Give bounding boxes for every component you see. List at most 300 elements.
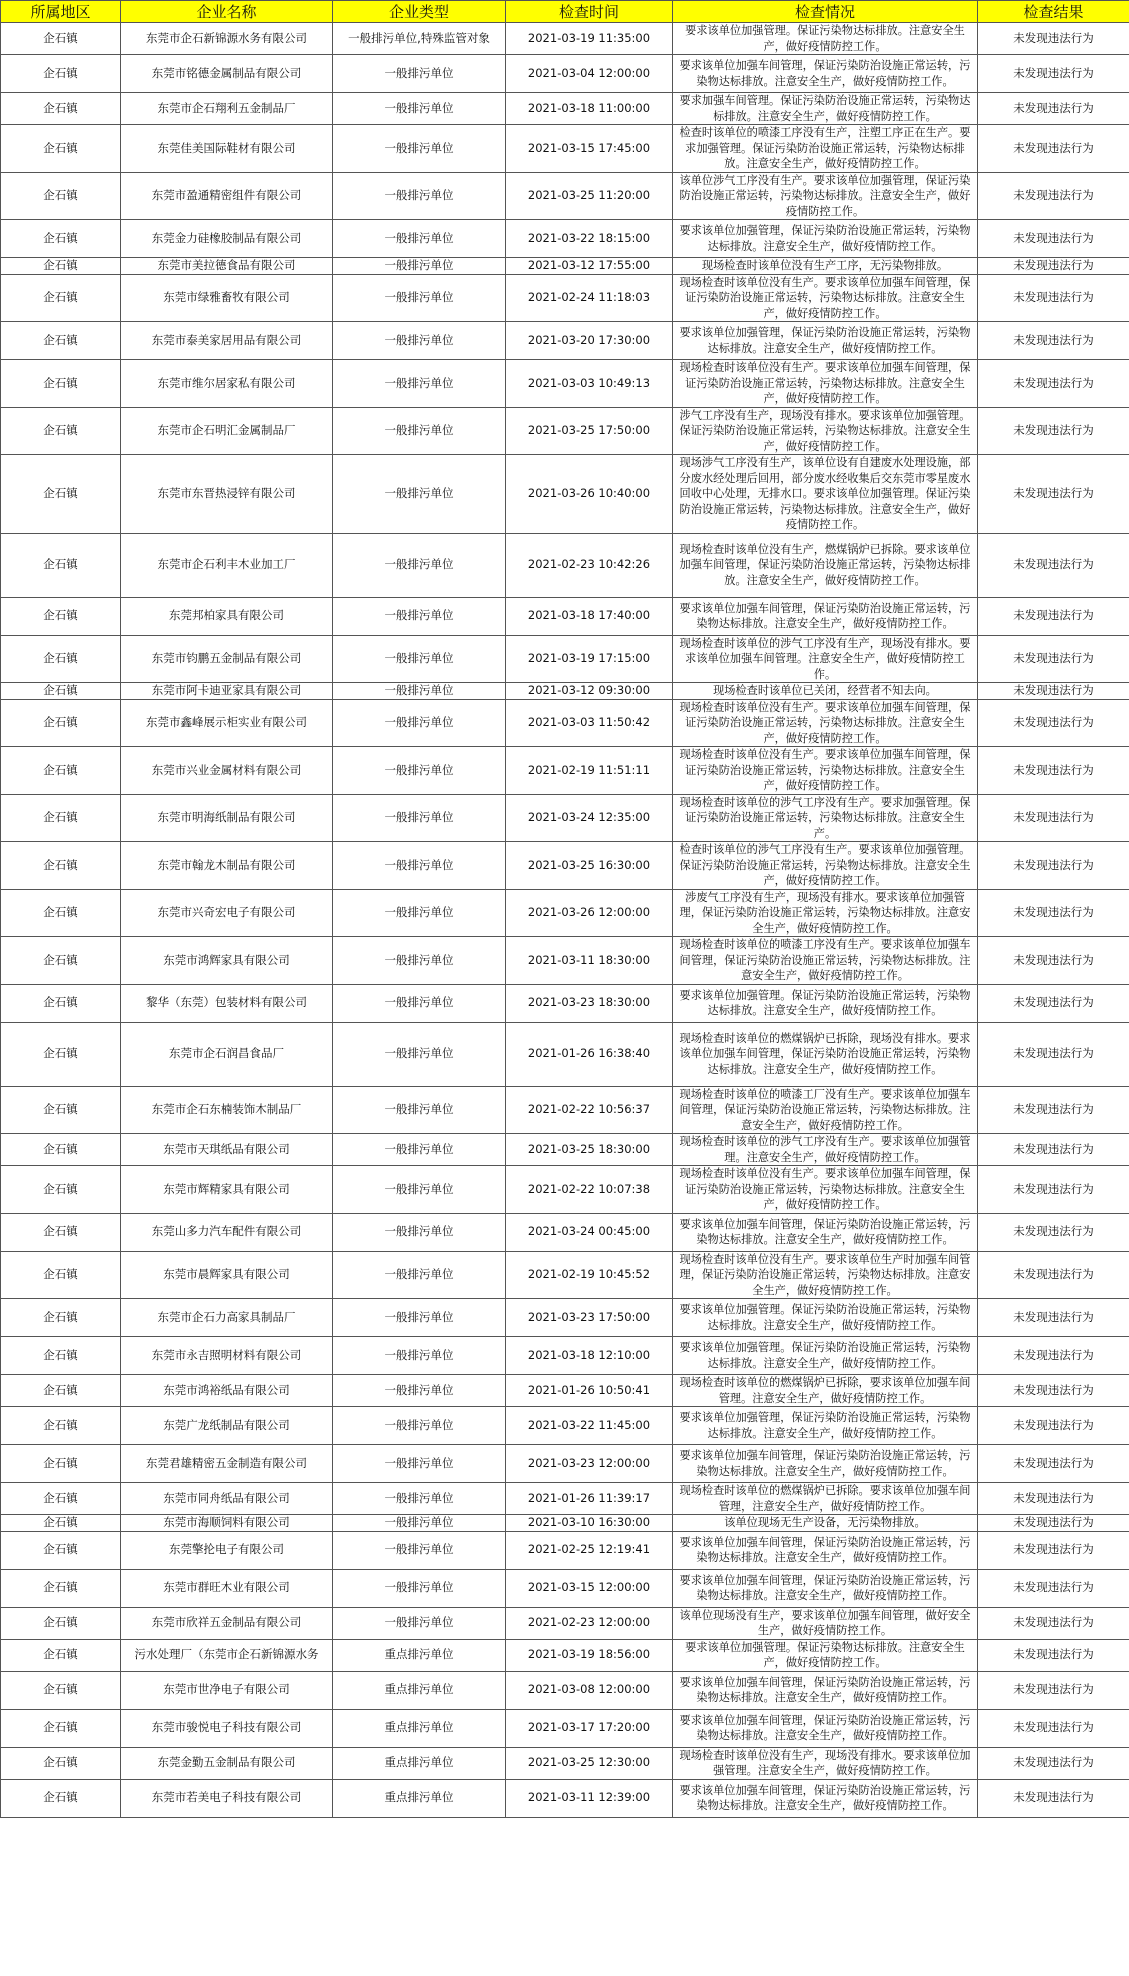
cell-company: 东莞广龙纸制品有限公司	[121, 1407, 333, 1445]
cell-result: 未发现违法行为	[978, 1709, 1129, 1747]
cell-result: 未发现违法行为	[978, 683, 1129, 700]
cell-result: 未发现违法行为	[978, 455, 1129, 534]
table-row	[1, 683, 1129, 700]
cell-type: 一般排污单位	[333, 125, 506, 173]
cell-time: 2021-03-20 17:30:00	[506, 322, 673, 360]
cell-situation: 要求该单位加强管理。保证污染物达标排放。注意安全生产，做好疫情防控工作。	[673, 1639, 978, 1671]
cell-result: 未发现违法行为	[978, 1407, 1129, 1445]
cell-company: 黎华（东莞）包装材料有限公司	[121, 984, 333, 1022]
cell-type: 重点排污单位	[333, 1671, 506, 1709]
cell-time: 2021-01-26 10:50:41	[506, 1375, 673, 1407]
cell-company: 东莞市鑫峰展示柜实业有限公司	[121, 699, 333, 747]
cell-company: 东莞市铭德金属制品有限公司	[121, 55, 333, 93]
cell-result: 未发现违法行为	[978, 1671, 1129, 1709]
cell-situation: 现场检查时该单位的燃煤锅炉已拆除，现场没有排水。要求该单位加强车间管理，保证污染防治设施正常运转，污染物达标排放。注意安全生产，做好疫情防控工作。	[673, 1022, 978, 1086]
cell-result: 未发现违法行为	[978, 1639, 1129, 1671]
cell-region: 企石镇	[1, 1515, 121, 1532]
cell-situation: 要求加强车间管理。保证污染防治设施正常运转，污染物达标排放。注意安全生产，做好疫情防控工作。	[673, 93, 978, 125]
cell-result: 未发现违法行为	[978, 1337, 1129, 1375]
cell-situation: 现场涉气工序没有生产，该单位设有自建废水处理设施，部分废水经处理后回用，部分废水经收集后交东莞市零星废水回收中心处理，无排水口。要求该单位加强管理。保证污染防治设施正常运转，污染物达标排放。注意安全生产，做好疫情防控工作。	[673, 455, 978, 534]
cell-region: 企石镇	[1, 1483, 121, 1515]
cell-type: 一般排污单位	[333, 937, 506, 985]
cell-situation: 现场检查时该单位的喷漆工厂没有生产。要求该单位加强车间管理，保证污染防治设施正常运转，污染物达标排放。注意安全生产，做好疫情防控工作。	[673, 1086, 978, 1134]
cell-result: 未发现违法行为	[978, 55, 1129, 93]
table-row	[1, 1709, 1129, 1747]
cell-type: 一般排污单位	[333, 597, 506, 635]
cell-type: 一般排污单位	[333, 533, 506, 597]
cell-result: 未发现违法行为	[978, 889, 1129, 937]
cell-region: 企石镇	[1, 407, 121, 455]
cell-situation: 现场检查时该单位的涉气工序没有生产。要求该单位加强管理。注意安全生产，做好疫情防控工作。	[673, 1134, 978, 1166]
cell-situation: 该单位涉气工序没有生产。要求该单位加强管理，保证污染防治设施正常运转，污染物达标排放。注意安全生产，做好疫情防控工作。	[673, 172, 978, 220]
cell-time: 2021-03-11 18:30:00	[506, 937, 673, 985]
header-time: 检查时间	[506, 1, 673, 23]
cell-result: 未发现违法行为	[978, 597, 1129, 635]
cell-type: 一般排污单位	[333, 1166, 506, 1214]
header-result: 检查结果	[978, 1, 1129, 23]
cell-type: 一般排污单位	[333, 220, 506, 258]
cell-company: 东莞市绿雅畜牧有限公司	[121, 274, 333, 322]
cell-company: 东莞市世净电子有限公司	[121, 1671, 333, 1709]
table-row	[1, 274, 1129, 322]
cell-region: 企石镇	[1, 172, 121, 220]
cell-situation: 现场检查时该单位的燃煤锅炉已拆除，要求该单位加强车间管理。注意安全生产，做好疫情防控工作。	[673, 1375, 978, 1407]
cell-region: 企石镇	[1, 747, 121, 795]
cell-time: 2021-03-15 12:00:00	[506, 1569, 673, 1607]
cell-result: 未发现违法行为	[978, 1299, 1129, 1337]
cell-region: 企石镇	[1, 23, 121, 55]
table-row	[1, 1671, 1129, 1709]
header-situation: 检查情况	[673, 1, 978, 23]
cell-region: 企石镇	[1, 322, 121, 360]
cell-region: 企石镇	[1, 984, 121, 1022]
table-row	[1, 533, 1129, 597]
cell-situation: 要求该单位加强管理。保证污染防治设施正常运转，污染物达标排放。注意安全生产，做好疫情防控工作。	[673, 1299, 978, 1337]
cell-time: 2021-03-23 12:00:00	[506, 1445, 673, 1483]
cell-situation: 现场检查时该单位已关闭，经营者不知去向。	[673, 683, 978, 700]
cell-situation: 检查时该单位的涉气工序没有生产。要求该单位加强管理。保证污染防治设施正常运转，污染物达标排放。注意安全生产，做好疫情防控工作。	[673, 842, 978, 890]
table-row	[1, 172, 1129, 220]
cell-result: 未发现违法行为	[978, 747, 1129, 795]
cell-type: 重点排污单位	[333, 1639, 506, 1671]
cell-company: 东莞君雄精密五金制造有限公司	[121, 1445, 333, 1483]
header-region: 所属地区	[1, 1, 121, 23]
cell-type: 一般排污单位	[333, 1251, 506, 1299]
cell-region: 企石镇	[1, 1445, 121, 1483]
cell-time: 2021-03-22 11:45:00	[506, 1407, 673, 1445]
table-row	[1, 1445, 1129, 1483]
cell-type: 一般排污单位,特殊监管对象	[333, 23, 506, 55]
cell-type: 一般排污单位	[333, 1337, 506, 1375]
cell-company: 东莞山多力汽车配件有限公司	[121, 1213, 333, 1251]
cell-company: 东莞市兴业金属材料有限公司	[121, 747, 333, 795]
cell-situation: 现场检查时该单位没有生产。要求该单位加强车间管理，保证污染防治设施正常运转，污染物达标排放。注意安全生产，做好疫情防控工作。	[673, 1166, 978, 1214]
cell-situation: 现场检查时该单位的燃煤锅炉已拆除。要求该单位加强车间管理，注意安全生产，做好疫情防控工作。	[673, 1483, 978, 1515]
cell-result: 未发现违法行为	[978, 984, 1129, 1022]
cell-type: 一般排污单位	[333, 683, 506, 700]
cell-company: 东莞市维尔居家私有限公司	[121, 360, 333, 408]
cell-result: 未发现违法行为	[978, 1022, 1129, 1086]
cell-time: 2021-03-10 16:30:00	[506, 1515, 673, 1532]
table-row	[1, 360, 1129, 408]
cell-time: 2021-02-22 10:07:38	[506, 1166, 673, 1214]
cell-type: 一般排污单位	[333, 1407, 506, 1445]
cell-result: 未发现违法行为	[978, 93, 1129, 125]
cell-region: 企石镇	[1, 1166, 121, 1214]
cell-result: 未发现违法行为	[978, 1251, 1129, 1299]
cell-situation: 现场检查时该单位没有生产工序，无污染物排放。	[673, 258, 978, 275]
cell-region: 企石镇	[1, 220, 121, 258]
table-row	[1, 1134, 1129, 1166]
cell-region: 企石镇	[1, 360, 121, 408]
cell-type: 一般排污单位	[333, 1299, 506, 1337]
cell-result: 未发现违法行为	[978, 1445, 1129, 1483]
cell-company: 东莞市企石力高家具制品厂	[121, 1299, 333, 1337]
cell-company: 东莞市欣祥五金制品有限公司	[121, 1607, 333, 1639]
table-row	[1, 842, 1129, 890]
cell-company: 东莞市盈通精密组件有限公司	[121, 172, 333, 220]
table-row	[1, 1337, 1129, 1375]
cell-result: 未发现违法行为	[978, 1607, 1129, 1639]
cell-time: 2021-03-19 11:35:00	[506, 23, 673, 55]
cell-time: 2021-02-25 12:19:41	[506, 1531, 673, 1569]
cell-region: 企石镇	[1, 1375, 121, 1407]
cell-time: 2021-01-26 16:38:40	[506, 1022, 673, 1086]
table-row	[1, 747, 1129, 795]
cell-type: 一般排污单位	[333, 1213, 506, 1251]
cell-region: 企石镇	[1, 1747, 121, 1779]
cell-region: 企石镇	[1, 1213, 121, 1251]
cell-type: 一般排污单位	[333, 1022, 506, 1086]
cell-company: 东莞擎抡电子有限公司	[121, 1531, 333, 1569]
cell-result: 未发现违法行为	[978, 1779, 1129, 1817]
cell-situation: 涉气工序没有生产，现场没有排水。要求该单位加强管理。保证污染防治设施正常运转，污染物达标排放。注意安全生产，做好疫情防控工作。	[673, 407, 978, 455]
table-row	[1, 984, 1129, 1022]
table-row	[1, 23, 1129, 55]
cell-situation: 现场检查时该单位没有生产。要求该单位生产时加强车间管理，保证污染防治设施正常运转，污染物达标排放。注意安全生产，做好疫情防控工作。	[673, 1251, 978, 1299]
cell-region: 企石镇	[1, 1086, 121, 1134]
cell-region: 企石镇	[1, 1134, 121, 1166]
cell-situation: 要求该单位加强车间管理，保证污染防治设施正常运转，污染物达标排放。注意安全生产，做好疫情防控工作。	[673, 597, 978, 635]
cell-time: 2021-03-23 17:50:00	[506, 1299, 673, 1337]
cell-company: 东莞市晨辉家具有限公司	[121, 1251, 333, 1299]
cell-time: 2021-02-19 10:45:52	[506, 1251, 673, 1299]
cell-result: 未发现违法行为	[978, 1134, 1129, 1166]
cell-company: 东莞市永吉照明材料有限公司	[121, 1337, 333, 1375]
cell-time: 2021-03-17 17:20:00	[506, 1709, 673, 1747]
cell-time: 2021-03-25 11:20:00	[506, 172, 673, 220]
cell-situation: 现场检查时该单位的涉气工序没有生产，现场没有排水。要求该单位加强车间管理。注意安全生产，做好疫情防控工作。	[673, 635, 978, 683]
cell-region: 企石镇	[1, 889, 121, 937]
cell-type: 重点排污单位	[333, 1747, 506, 1779]
cell-situation: 要求该单位加强车间管理，保证污染防治设施正常运转，污染物达标排放。注意安全生产，做好疫情防控工作。	[673, 1709, 978, 1747]
table-row	[1, 1515, 1129, 1532]
cell-region: 企石镇	[1, 1022, 121, 1086]
cell-result: 未发现违法行为	[978, 125, 1129, 173]
cell-time: 2021-03-19 18:56:00	[506, 1639, 673, 1671]
cell-type: 一般排污单位	[333, 1375, 506, 1407]
table-row	[1, 1299, 1129, 1337]
cell-type: 一般排污单位	[333, 1607, 506, 1639]
cell-situation: 检查时该单位的喷漆工序没有生产，注塑工序正在生产。要求加强管理。保证污染防治设施正常运转，污染物达标排放。注意安全生产，做好疫情防控工作。	[673, 125, 978, 173]
cell-time: 2021-03-12 17:55:00	[506, 258, 673, 275]
cell-type: 一般排污单位	[333, 55, 506, 93]
cell-situation: 现场检查时该单位没有生产。要求该单位加强车间管理，保证污染防治设施正常运转，污染物达标排放。注意安全生产，做好疫情防控工作。	[673, 747, 978, 795]
cell-company: 东莞市同舟纸品有限公司	[121, 1483, 333, 1515]
cell-region: 企石镇	[1, 55, 121, 93]
cell-time: 2021-03-24 12:35:00	[506, 794, 673, 842]
cell-region: 企石镇	[1, 1531, 121, 1569]
cell-region: 企石镇	[1, 683, 121, 700]
cell-result: 未发现违法行为	[978, 533, 1129, 597]
cell-situation: 要求该单位加强车间管理，保证污染防治设施正常运转，污染物达标排放。注意安全生产，做好疫情防控工作。	[673, 1779, 978, 1817]
cell-company: 东莞市海顺饲料有限公司	[121, 1515, 333, 1532]
table-row	[1, 1779, 1129, 1817]
cell-type: 一般排污单位	[333, 172, 506, 220]
cell-result: 未发现违法行为	[978, 407, 1129, 455]
cell-region: 企石镇	[1, 1407, 121, 1445]
cell-company: 污水处理厂（东莞市企石新锦源水务	[121, 1639, 333, 1671]
cell-result: 未发现违法行为	[978, 1086, 1129, 1134]
cell-situation: 现场检查时该单位没有生产。要求该单位加强车间管理，保证污染防治设施正常运转，污染物达标排放。注意安全生产，做好疫情防控工作。	[673, 360, 978, 408]
table-row	[1, 1639, 1129, 1671]
cell-situation: 现场检查时该单位的涉气工序没有生产。要求加强管理。保证污染防治设施正常运转，污染物达标排放。注意安全生产。	[673, 794, 978, 842]
cell-time: 2021-02-24 11:18:03	[506, 274, 673, 322]
cell-company: 东莞市群旺木业有限公司	[121, 1569, 333, 1607]
cell-region: 企石镇	[1, 274, 121, 322]
table-row	[1, 1166, 1129, 1214]
cell-region: 企石镇	[1, 93, 121, 125]
table-row	[1, 1022, 1129, 1086]
table-row	[1, 258, 1129, 275]
cell-situation: 要求该单位加强管理，保证污染防治设施正常运转，污染物达标排放。注意安全生产，做好疫情防控工作。	[673, 220, 978, 258]
cell-situation: 要求该单位加强车间管理，保证污染防治设施正常运转，污染物达标排放。注意安全生产，做好疫情防控工作。	[673, 1445, 978, 1483]
cell-result: 未发现违法行为	[978, 699, 1129, 747]
cell-time: 2021-03-22 18:15:00	[506, 220, 673, 258]
cell-time: 2021-03-26 12:00:00	[506, 889, 673, 937]
table-row	[1, 322, 1129, 360]
cell-time: 2021-03-18 11:00:00	[506, 93, 673, 125]
cell-company: 东莞市明海纸制品有限公司	[121, 794, 333, 842]
cell-type: 一般排污单位	[333, 1515, 506, 1532]
cell-type: 一般排污单位	[333, 1531, 506, 1569]
table-row	[1, 1086, 1129, 1134]
cell-time: 2021-03-18 17:40:00	[506, 597, 673, 635]
cell-result: 未发现违法行为	[978, 1483, 1129, 1515]
table-row	[1, 1569, 1129, 1607]
cell-situation: 要求该单位加强管理，保证污染防治设施正常运转，污染物达标排放。注意安全生产，做好疫情防控工作。	[673, 1407, 978, 1445]
cell-result: 未发现违法行为	[978, 1531, 1129, 1569]
cell-result: 未发现违法行为	[978, 172, 1129, 220]
cell-type: 一般排污单位	[333, 274, 506, 322]
cell-type: 一般排污单位	[333, 1569, 506, 1607]
cell-region: 企石镇	[1, 1337, 121, 1375]
cell-company: 东莞市泰美家居用品有限公司	[121, 322, 333, 360]
cell-type: 一般排污单位	[333, 455, 506, 534]
table-row	[1, 55, 1129, 93]
cell-region: 企石镇	[1, 597, 121, 635]
cell-time: 2021-02-23 10:42:26	[506, 533, 673, 597]
cell-time: 2021-03-25 18:30:00	[506, 1134, 673, 1166]
cell-type: 一般排污单位	[333, 93, 506, 125]
cell-result: 未发现违法行为	[978, 220, 1129, 258]
table-row	[1, 125, 1129, 173]
cell-region: 企石镇	[1, 794, 121, 842]
cell-type: 一般排污单位	[333, 842, 506, 890]
cell-region: 企石镇	[1, 937, 121, 985]
cell-region: 企石镇	[1, 258, 121, 275]
cell-company: 东莞邦柏家具有限公司	[121, 597, 333, 635]
cell-situation: 要求该单位加强管理，保证污染防治设施正常运转，污染物达标排放。注意安全生产，做好疫情防控工作。	[673, 322, 978, 360]
cell-situation: 要求该单位加强管理。保证污染防治设施正常运转，污染物达标排放。注意安全生产，做好疫情防控工作。	[673, 984, 978, 1022]
cell-type: 重点排污单位	[333, 1709, 506, 1747]
table-row	[1, 1483, 1129, 1515]
cell-result: 未发现违法行为	[978, 1213, 1129, 1251]
cell-region: 企石镇	[1, 1299, 121, 1337]
cell-company: 东莞市企石润昌食品厂	[121, 1022, 333, 1086]
table-row	[1, 794, 1129, 842]
cell-region: 企石镇	[1, 1709, 121, 1747]
cell-situation: 要求该单位加强车间管理，保证污染防治设施正常运转，污染物达标排放。注意安全生产，做好疫情防控工作。	[673, 55, 978, 93]
header-row	[1, 1, 1129, 23]
cell-time: 2021-03-25 16:30:00	[506, 842, 673, 890]
cell-time: 2021-03-24 00:45:00	[506, 1213, 673, 1251]
cell-type: 一般排污单位	[333, 984, 506, 1022]
cell-type: 一般排污单位	[333, 1445, 506, 1483]
cell-region: 企石镇	[1, 533, 121, 597]
cell-time: 2021-03-25 12:30:00	[506, 1747, 673, 1779]
cell-company: 东莞市东晋热浸锌有限公司	[121, 455, 333, 534]
table-row	[1, 1251, 1129, 1299]
cell-company: 东莞市鸿辉家具有限公司	[121, 937, 333, 985]
cell-situation: 要求该单位加强车间管理，保证污染防治设施正常运转，污染物达标排放。注意安全生产，做好疫情防控工作。	[673, 1671, 978, 1709]
cell-situation: 现场检查时该单位没有生产。要求该单位加强车间管理，保证污染防治设施正常运转，污染物达标排放。注意安全生产，做好疫情防控工作。	[673, 699, 978, 747]
cell-region: 企石镇	[1, 699, 121, 747]
cell-region: 企石镇	[1, 125, 121, 173]
table-row	[1, 699, 1129, 747]
cell-time: 2021-03-03 10:49:13	[506, 360, 673, 408]
cell-region: 企石镇	[1, 1779, 121, 1817]
header-company: 企业名称	[121, 1, 333, 23]
cell-result: 未发现违法行为	[978, 360, 1129, 408]
header-type: 企业类型	[333, 1, 506, 23]
cell-situation: 现场检查时该单位没有生产。要求该单位加强车间管理，保证污染防治设施正常运转，污染物达标排放。注意安全生产，做好疫情防控工作。	[673, 274, 978, 322]
cell-company: 东莞市骏悦电子科技有限公司	[121, 1709, 333, 1747]
cell-time: 2021-03-12 09:30:00	[506, 683, 673, 700]
cell-company: 东莞市鸿裕纸品有限公司	[121, 1375, 333, 1407]
cell-type: 重点排污单位	[333, 1779, 506, 1817]
table-row	[1, 220, 1129, 258]
cell-type: 一般排污单位	[333, 747, 506, 795]
cell-company: 东莞佳美国际鞋材有限公司	[121, 125, 333, 173]
cell-type: 一般排污单位	[333, 407, 506, 455]
cell-result: 未发现违法行为	[978, 23, 1129, 55]
cell-result: 未发现违法行为	[978, 258, 1129, 275]
table-row	[1, 1375, 1129, 1407]
cell-time: 2021-03-04 12:00:00	[506, 55, 673, 93]
cell-time: 2021-03-03 11:50:42	[506, 699, 673, 747]
cell-type: 一般排污单位	[333, 1086, 506, 1134]
cell-situation: 现场检查时该单位没有生产，燃煤锅炉已拆除。要求该单位加强车间管理，保证污染防治设施正常运转，污染物达标排放。注意安全生产，做好疫情防控工作。	[673, 533, 978, 597]
table-row	[1, 889, 1129, 937]
cell-company: 东莞市辉精家具有限公司	[121, 1166, 333, 1214]
cell-result: 未发现违法行为	[978, 1375, 1129, 1407]
cell-result: 未发现违法行为	[978, 937, 1129, 985]
cell-time: 2021-02-22 10:56:37	[506, 1086, 673, 1134]
cell-result: 未发现违法行为	[978, 635, 1129, 683]
cell-type: 一般排污单位	[333, 635, 506, 683]
table-row	[1, 1213, 1129, 1251]
cell-company: 东莞市美拉德食品有限公司	[121, 258, 333, 275]
cell-type: 一般排污单位	[333, 258, 506, 275]
cell-region: 企石镇	[1, 1251, 121, 1299]
table-row	[1, 1531, 1129, 1569]
table-body	[1, 23, 1129, 1818]
cell-time: 2021-02-19 11:51:11	[506, 747, 673, 795]
table-row	[1, 635, 1129, 683]
cell-region: 企石镇	[1, 1671, 121, 1709]
cell-company: 东莞市企石东楠装饰木制品厂	[121, 1086, 333, 1134]
cell-situation: 现场检查时该单位没有生产，现场没有排水。要求该单位加强管理。注意安全生产，做好疫情防控工作。	[673, 1747, 978, 1779]
cell-type: 一般排污单位	[333, 1134, 506, 1166]
cell-situation: 该单位现场没有生产，要求该单位加强车间管理，做好安全生产，做好疫情防控工作。	[673, 1607, 978, 1639]
cell-company: 东莞市翰龙木制品有限公司	[121, 842, 333, 890]
cell-region: 企石镇	[1, 455, 121, 534]
table-row	[1, 597, 1129, 635]
cell-type: 一般排污单位	[333, 322, 506, 360]
cell-result: 未发现违法行为	[978, 322, 1129, 360]
cell-company: 东莞市钧鹏五金制品有限公司	[121, 635, 333, 683]
cell-company: 东莞金力硅橡胶制品有限公司	[121, 220, 333, 258]
cell-result: 未发现违法行为	[978, 1747, 1129, 1779]
cell-time: 2021-03-25 17:50:00	[506, 407, 673, 455]
cell-type: 一般排污单位	[333, 889, 506, 937]
table-row	[1, 1407, 1129, 1445]
cell-company: 东莞市若美电子科技有限公司	[121, 1779, 333, 1817]
cell-company: 东莞市阿卡迪亚家具有限公司	[121, 683, 333, 700]
cell-company: 东莞市企石利丰木业加工厂	[121, 533, 333, 597]
cell-region: 企石镇	[1, 1639, 121, 1671]
cell-situation: 要求该单位加强管理。保证污染防治设施正常运转，污染物达标排放。注意安全生产，做好疫情防控工作。	[673, 1337, 978, 1375]
cell-time: 2021-03-11 12:39:00	[506, 1779, 673, 1817]
cell-region: 企石镇	[1, 1607, 121, 1639]
table-row	[1, 407, 1129, 455]
cell-result: 未发现违法行为	[978, 1569, 1129, 1607]
cell-result: 未发现违法行为	[978, 1166, 1129, 1214]
cell-result: 未发现违法行为	[978, 1515, 1129, 1532]
cell-type: 一般排污单位	[333, 699, 506, 747]
table-row	[1, 937, 1129, 985]
table-row	[1, 1607, 1129, 1639]
cell-situation: 要求该单位加强车间管理，保证污染防治设施正常运转，污染物达标排放。注意安全生产，做好疫情防控工作。	[673, 1213, 978, 1251]
cell-region: 企石镇	[1, 1569, 121, 1607]
cell-situation: 要求该单位加强车间管理，保证污染防治设施正常运转，污染物达标排放。注意安全生产，做好疫情防控工作。	[673, 1531, 978, 1569]
cell-company: 东莞市兴奇宏电子有限公司	[121, 889, 333, 937]
cell-region: 企石镇	[1, 635, 121, 683]
cell-type: 一般排污单位	[333, 360, 506, 408]
cell-situation: 要求该单位加强管理。保证污染物达标排放。注意安全生产，做好疫情防控工作。	[673, 23, 978, 55]
cell-company: 东莞市企石明汇金属制品厂	[121, 407, 333, 455]
cell-time: 2021-03-15 17:45:00	[506, 125, 673, 173]
cell-company: 东莞市天琪纸品有限公司	[121, 1134, 333, 1166]
cell-region: 企石镇	[1, 842, 121, 890]
cell-type: 一般排污单位	[333, 1483, 506, 1515]
cell-situation: 该单位现场无生产设备，无污染物排放。	[673, 1515, 978, 1532]
table-row	[1, 455, 1129, 534]
cell-company: 东莞市企石新锦源水务有限公司	[121, 23, 333, 55]
cell-result: 未发现违法行为	[978, 274, 1129, 322]
table-row	[1, 1747, 1129, 1779]
